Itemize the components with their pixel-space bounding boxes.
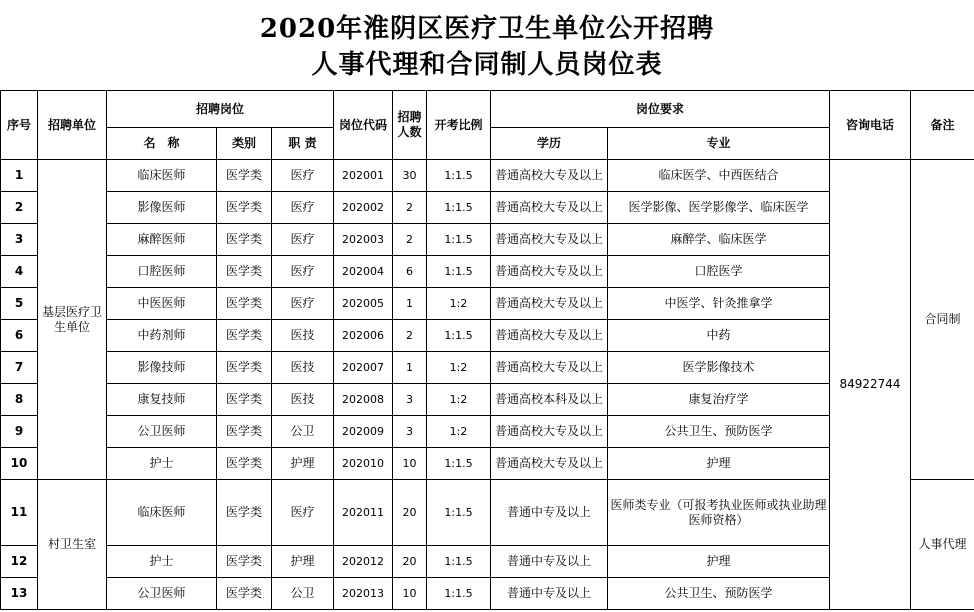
name-cell: 中医医师 [107,288,217,320]
header-ratio: 开考比例 [427,91,491,160]
category-cell: 医学类 [217,256,272,288]
table-row [1,192,974,224]
education-cell: 普通高校大专及以上 [491,224,608,256]
table-row [1,546,974,578]
major-cell: 护理 [608,448,830,480]
category-cell: 医学类 [217,416,272,448]
table-row [1,256,974,288]
title-line-2: 人事代理和合同制人员岗位表 [311,50,663,80]
duty-cell: 公卫 [272,578,334,610]
ratio-cell: 1:2 [427,288,491,320]
duty-cell: 医技 [272,320,334,352]
header-remark: 备注 [911,91,974,160]
seq-cell: 4 [1,256,38,288]
unit-cell: 村卫生室 [38,480,107,610]
major-cell: 公共卫生、预防医学 [608,416,830,448]
duty-cell: 医疗 [272,256,334,288]
category-cell: 医学类 [217,352,272,384]
ratio-cell: 1:1.5 [427,320,491,352]
major-cell: 医学影像、医学影像学、临床医学 [608,192,830,224]
name-cell: 中药剂师 [107,320,217,352]
duty-cell: 医疗 [272,480,334,546]
major-cell: 中药 [608,320,830,352]
major-cell: 麻醉学、临床医学 [608,224,830,256]
count-cell: 3 [393,384,427,416]
ratio-cell: 1:1.5 [427,160,491,192]
count-cell: 6 [393,256,427,288]
category-cell: 医学类 [217,320,272,352]
duty-cell: 医技 [272,352,334,384]
header-position: 招聘岗位 [107,91,334,128]
code-cell: 202009 [334,416,393,448]
category-cell: 医学类 [217,160,272,192]
name-cell: 康复技师 [107,384,217,416]
table-row [1,320,974,352]
remark-cell: 人事代理 [911,480,974,610]
major-cell: 护理 [608,546,830,578]
count-cell: 2 [393,224,427,256]
education-cell: 普通高校大专及以上 [491,448,608,480]
ratio-cell: 1:2 [427,416,491,448]
duty-cell: 医疗 [272,160,334,192]
ratio-cell: 1:1.5 [427,448,491,480]
count-cell: 1 [393,352,427,384]
name-cell: 麻醉医师 [107,224,217,256]
major-cell: 公共卫生、预防医学 [608,578,830,610]
name-cell: 口腔医师 [107,256,217,288]
education-cell: 普通高校本科及以上 [491,384,608,416]
phone-cell: 84922744 [830,160,911,610]
ratio-cell: 1:2 [427,352,491,384]
table-row [1,416,974,448]
code-cell: 202010 [334,448,393,480]
education-cell: 普通中专及以上 [491,546,608,578]
header-count: 招聘人数 [393,91,427,160]
seq-cell: 6 [1,320,38,352]
table-row [1,160,974,192]
table-row [1,288,974,320]
education-cell: 普通高校大专及以上 [491,192,608,224]
header-code: 岗位代码 [334,91,393,160]
name-cell: 公卫医师 [107,416,217,448]
category-cell: 医学类 [217,546,272,578]
code-cell: 202008 [334,384,393,416]
seq-cell: 10 [1,448,38,480]
header-seq: 序号 [1,91,38,160]
ratio-cell: 1:1.5 [427,480,491,546]
education-cell: 普通高校大专及以上 [491,256,608,288]
positions-table [0,90,974,610]
title-line-1: 2020年淮阴区医疗卫生单位公开招聘 [259,14,715,44]
category-cell: 医学类 [217,224,272,256]
header-requirements: 岗位要求 [491,91,830,128]
code-cell: 202002 [334,192,393,224]
header-duty: 职 责 [272,128,334,160]
education-cell: 普通中专及以上 [491,480,608,546]
count-cell: 20 [393,546,427,578]
ratio-cell: 1:1.5 [427,546,491,578]
seq-cell: 13 [1,578,38,610]
header-education: 学历 [491,128,608,160]
table-row [1,448,974,480]
major-cell: 医学影像技术 [608,352,830,384]
count-cell: 10 [393,578,427,610]
seq-cell: 8 [1,384,38,416]
count-cell: 20 [393,480,427,546]
category-cell: 医学类 [217,384,272,416]
duty-cell: 医疗 [272,288,334,320]
code-cell: 202005 [334,288,393,320]
category-cell: 医学类 [217,288,272,320]
header-major: 专业 [608,128,830,160]
seq-cell: 2 [1,192,38,224]
education-cell: 普通高校大专及以上 [491,416,608,448]
count-cell: 3 [393,416,427,448]
remark-cell: 合同制 [911,160,974,480]
unit-cell: 基层医疗卫生单位 [38,160,107,480]
education-cell: 普通高校大专及以上 [491,160,608,192]
ratio-cell: 1:2 [427,384,491,416]
education-cell: 普通高校大专及以上 [491,320,608,352]
header-phone: 咨询电话 [830,91,911,160]
name-cell: 护士 [107,448,217,480]
duty-cell: 公卫 [272,416,334,448]
education-cell: 普通高校大专及以上 [491,288,608,320]
table-row [1,224,974,256]
duty-cell: 医疗 [272,224,334,256]
count-cell: 2 [393,320,427,352]
name-cell: 公卫医师 [107,578,217,610]
seq-cell: 1 [1,160,38,192]
ratio-cell: 1:1.5 [427,224,491,256]
education-cell: 普通高校大专及以上 [491,352,608,384]
header-unit: 招聘单位 [38,91,107,160]
seq-cell: 9 [1,416,38,448]
duty-cell: 护理 [272,546,334,578]
table-row [1,384,974,416]
ratio-cell: 1:1.5 [427,192,491,224]
count-cell: 10 [393,448,427,480]
name-cell: 临床医师 [107,480,217,546]
table-row [1,578,974,610]
seq-cell: 5 [1,288,38,320]
code-cell: 202011 [334,480,393,546]
major-cell: 临床医学、中西医结合 [608,160,830,192]
table-row [1,352,974,384]
education-cell: 普通中专及以上 [491,578,608,610]
code-cell: 202004 [334,256,393,288]
seq-cell: 3 [1,224,38,256]
seq-cell: 7 [1,352,38,384]
table-row [1,480,974,546]
count-cell: 2 [393,192,427,224]
name-cell: 护士 [107,546,217,578]
code-cell: 202003 [334,224,393,256]
header-name: 名 称 [107,128,217,160]
count-cell: 1 [393,288,427,320]
major-cell: 中医学、针灸推拿学 [608,288,830,320]
duty-cell: 护理 [272,448,334,480]
seq-cell: 11 [1,480,38,546]
code-cell: 202012 [334,546,393,578]
ratio-cell: 1:1.5 [427,578,491,610]
category-cell: 医学类 [217,480,272,546]
category-cell: 医学类 [217,448,272,480]
count-cell: 30 [393,160,427,192]
ratio-cell: 1:1.5 [427,256,491,288]
duty-cell: 医技 [272,384,334,416]
category-cell: 医学类 [217,578,272,610]
code-cell: 202001 [334,160,393,192]
major-cell: 康复治疗学 [608,384,830,416]
name-cell: 临床医师 [107,160,217,192]
duty-cell: 医疗 [272,192,334,224]
code-cell: 202006 [334,320,393,352]
major-cell: 口腔医学 [608,256,830,288]
title-area [0,0,974,90]
name-cell: 影像医师 [107,192,217,224]
code-cell: 202013 [334,578,393,610]
seq-cell: 12 [1,546,38,578]
header-category: 类别 [217,128,272,160]
category-cell: 医学类 [217,192,272,224]
major-cell: 医师类专业（可报考执业医师或执业助理医师资格） [608,480,830,546]
code-cell: 202007 [334,352,393,384]
name-cell: 影像技师 [107,352,217,384]
